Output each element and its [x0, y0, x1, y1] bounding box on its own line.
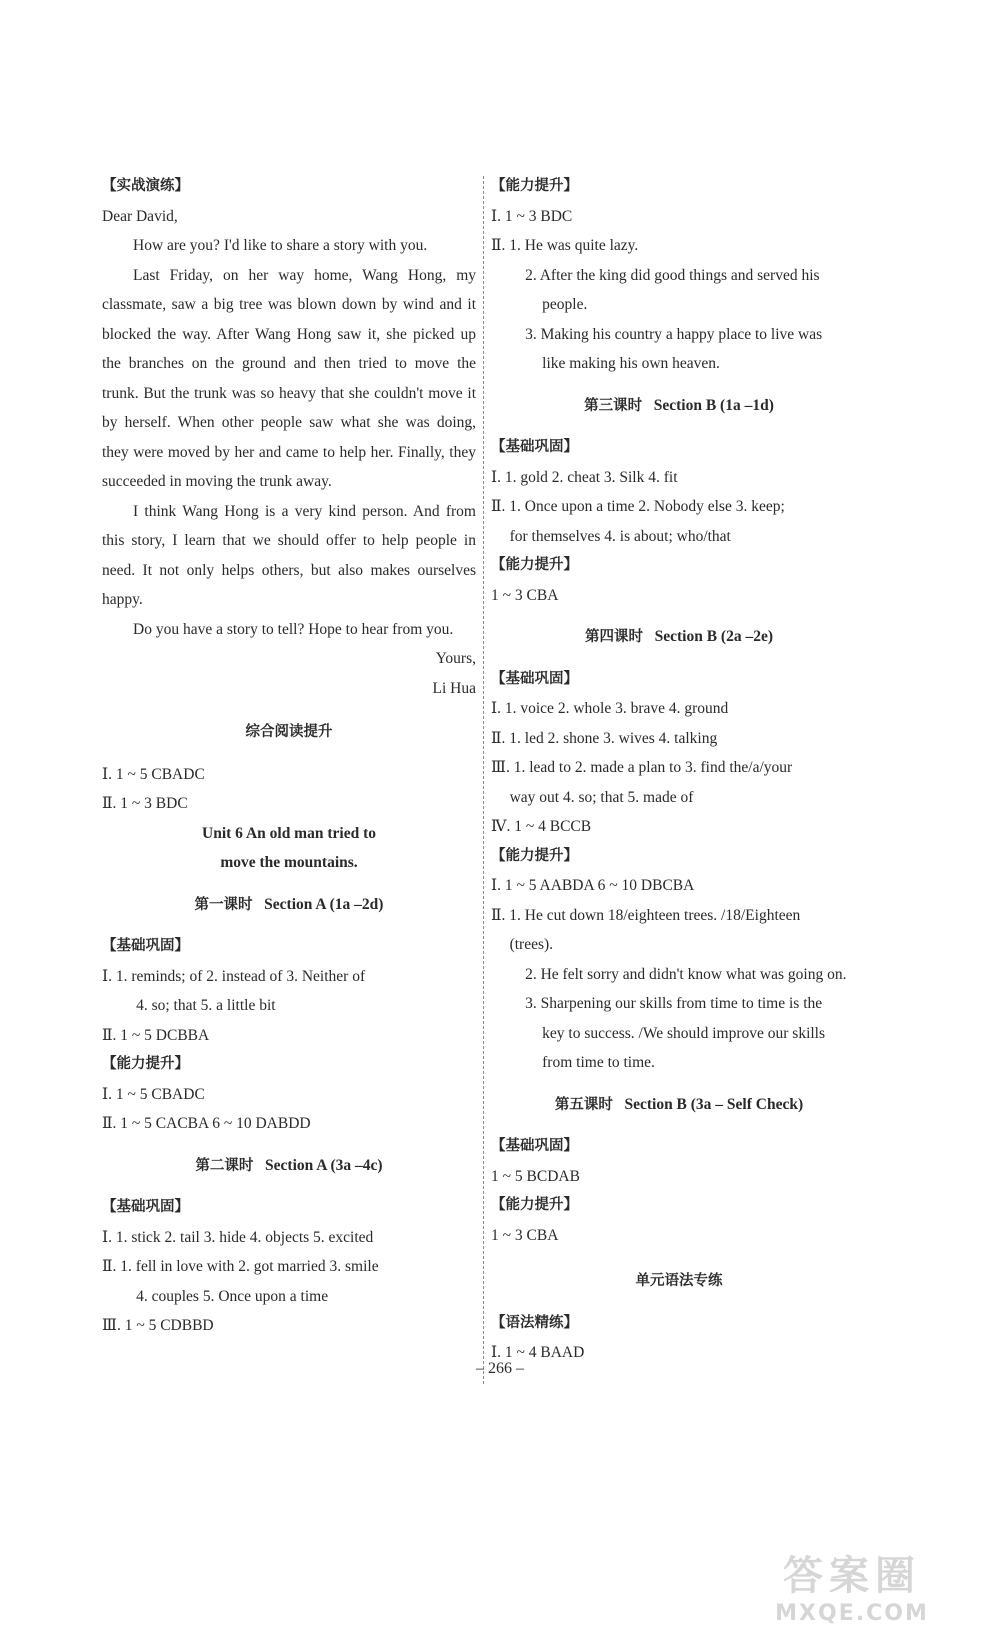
answer-line: key to success. /We should improve our skills — [542, 1024, 826, 1042]
answer-line: Ⅱ. 1. He cut down 18/eighteen trees. /18/Eighteen — [491, 906, 801, 924]
reading-section-title: 综合阅读提升 — [245, 724, 333, 740]
letter-paragraph-3: I think Wang Hong is a very kind person. And from this story, I learn that we should offer to help people in need. It not only helps others, but also makes ourselves happy. — [102, 502, 476, 608]
answer-line: 1 ~ 5 BCDAB — [491, 1167, 580, 1185]
letter-paragraph-4: Do you have a story to tell? Hope to hear from you. — [133, 620, 454, 638]
answer-line: Ⅰ. 1. reminds; of 2. instead of 3. Neither of — [102, 967, 366, 985]
tag-basic: 【基础巩固】 — [102, 938, 189, 954]
tag-basic: 【基础巩固】 — [491, 670, 578, 687]
answer-line: Ⅱ. 1. fell in love with 2. got married 3. smile — [102, 1258, 379, 1275]
answer-line: Ⅱ. 1 ~ 5 CACBA 6 ~ 10 DABDD — [102, 1115, 311, 1132]
answer-line: Ⅱ. 1 ~ 3 BDC — [102, 795, 188, 812]
lesson-4-heading: 第四课时 Section B (2a –2e) — [584, 628, 773, 645]
letter-salutation: Dear David, — [102, 207, 178, 225]
answer-line: people. — [542, 296, 588, 313]
answer-line: Ⅰ. 1 ~ 5 AABDA 6 ~ 10 DBCBA — [491, 877, 695, 894]
answer-line: Ⅱ. 1. led 2. shone 3. wives 4. talking — [491, 729, 718, 747]
answer-line: Ⅱ. 1. He was quite lazy. — [491, 237, 639, 254]
left-column — [102, 172, 476, 1341]
answer-line: Ⅱ. 1. Once upon a time 2. Nobody else 3. keep; — [491, 498, 785, 515]
letter-paragraph-1: How are you? I'd like to share a story with you. — [133, 237, 428, 254]
watermark-text-en: MXQE.COM — [775, 1601, 929, 1626]
tag-basic: 【基础巩固】 — [491, 439, 578, 455]
tag-basic: 【基础巩固】 — [102, 1199, 189, 1215]
answer-line: 4. so; that 5. a little bit — [136, 997, 276, 1014]
answer-line: 4. couples 5. Once upon a time — [136, 1287, 329, 1305]
tag-practice: 【实战演练】 — [102, 178, 189, 194]
answer-line: from time to time. — [542, 1054, 655, 1071]
answer-line: Ⅰ. 1 ~ 5 CBADC — [102, 1085, 205, 1103]
answer-line: 1 ~ 3 CBA — [491, 1226, 559, 1244]
tag-grammar: 【语法精练】 — [491, 1314, 578, 1331]
answer-line: like making his own heaven. — [542, 355, 720, 372]
answer-line: Ⅲ. 1. lead to 2. made a plan to 3. find the/a/your — [491, 759, 793, 776]
lesson-1-heading: 第一课时 Section A (1a –2d) — [194, 895, 384, 913]
lesson-3-heading: 第三课时 Section B (1a –1d) — [584, 396, 774, 414]
answer-line: 2. After the king did good things and served his — [525, 266, 820, 284]
answer-line: way out 4. so; that 5. made of — [509, 788, 694, 806]
letter-signature: Li Hua — [432, 679, 476, 697]
answer-line: 1 ~ 3 CBA — [491, 586, 559, 604]
tag-ability: 【能力提升】 — [491, 847, 578, 864]
unit-title-line-2: move the mountains. — [220, 854, 358, 871]
answer-line: Ⅰ. 1. stick 2. tail 3. hide 4. objects 5. excited — [102, 1228, 374, 1246]
answer-line: Ⅰ. 1 ~ 4 BAAD — [491, 1344, 585, 1361]
answer-line: 2. He felt sorry and didn't know what was going on. — [525, 965, 847, 983]
answer-line: Ⅳ. 1 ~ 4 BCCB — [491, 818, 592, 835]
tag-ability: 【能力提升】 — [491, 1197, 578, 1213]
answer-line: Ⅰ. 1. gold 2. cheat 3. Silk 4. fit — [491, 468, 678, 486]
lesson-5-heading: 第五课时 Section B (3a – Self Check) — [554, 1095, 804, 1113]
right-column — [491, 172, 867, 1368]
tag-basic: 【基础巩固】 — [491, 1138, 578, 1154]
page-number: – 266 – — [476, 1360, 524, 1377]
answer-line: for themselves 4. is about; who/that — [509, 527, 731, 545]
answer-line: Ⅰ. 1 ~ 3 BDC — [491, 207, 573, 225]
grammar-section-title: 单元语法专练 — [635, 1273, 723, 1289]
answer-line: Ⅲ. 1 ~ 5 CDBBD — [102, 1317, 214, 1334]
answer-line: Ⅰ. 1. voice 2. whole 3. brave 4. ground — [491, 700, 729, 717]
tag-ability: 【能力提升】 — [491, 178, 578, 194]
unit-title-line-1: Unit 6 An old man tried to — [202, 824, 376, 842]
watermark-text-cn: 答案圈 — [783, 1553, 921, 1599]
watermark-logo — [752, 1544, 952, 1624]
answer-line: (trees). — [509, 936, 554, 953]
answer-line: Ⅰ. 1 ~ 5 CBADC — [102, 765, 205, 783]
answer-line: 3. Sharpening our skills from time to time is the — [525, 995, 823, 1012]
tag-ability: 【能力提升】 — [102, 1056, 189, 1072]
letter-paragraph-2: Last Friday, on her way home, Wang Hong, my classmate, saw a big tree was blown down by wind and it blocked the way. After Wang Hong saw it, she picked up the branches on the ground and then tried to move the trunk. But the trunk was so heavy that she couldn't move it by herself. When other people saw what she was doing, they were moved by her and came to help her. Finally, they succeeded in moving the trunk away. — [102, 266, 476, 490]
letter-closing: Yours, — [435, 650, 476, 667]
lesson-2-heading: 第二课时 Section A (3a –4c) — [195, 1156, 383, 1174]
answer-line: 3. Making his country a happy place to live was — [525, 325, 823, 343]
column-divider — [483, 176, 484, 1384]
answer-line: Ⅱ. 1 ~ 5 DCBBA — [102, 1026, 210, 1044]
tag-ability: 【能力提升】 — [491, 557, 578, 573]
